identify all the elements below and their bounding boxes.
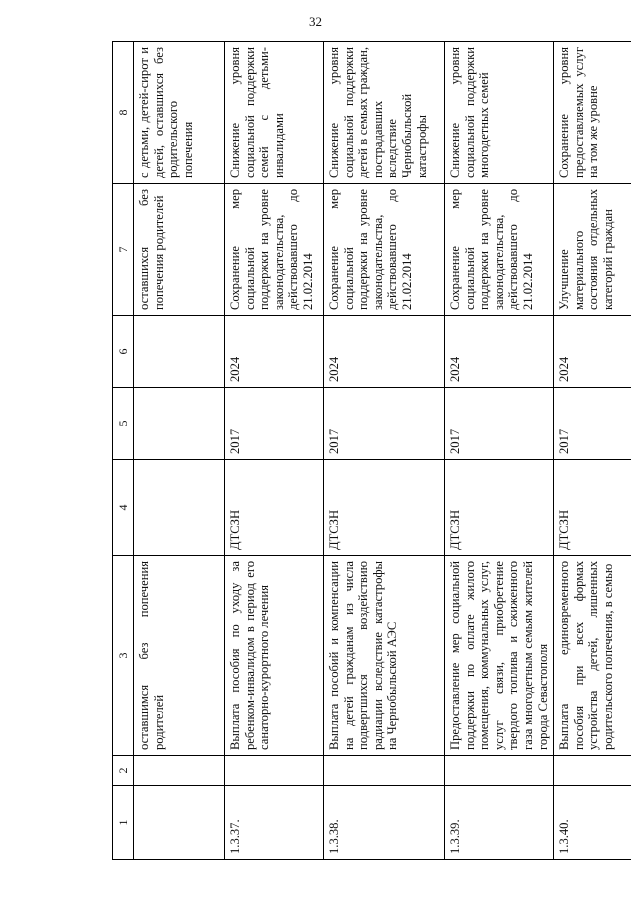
item-number: 1.3.40. [554,786,631,860]
rotated-table-frame [112,42,617,860]
goal-indicator: Снижение уровня социальной поддержки семей с детьми-инвалидами [225,42,324,184]
empty-cell [324,756,445,786]
goal-indicator: Снижение уровня социальной поддержки многодетных семей [445,42,554,184]
empty-cell [445,756,554,786]
end-year: 2024 [225,316,324,388]
rotated-table-area [112,42,617,860]
measure-name: Выплата единовременного пособия при всех формах устройства детей, лишенных родительского попечения, в семью [554,556,631,756]
executor: ДТСЗН [554,460,631,556]
start-year [134,388,225,460]
column-number-row [113,42,134,860]
column-number: 4 [113,460,134,556]
goal-indicator: с детьми, детей-сирот и детей, оставшихся без родительского попечения [134,42,225,184]
start-year: 2017 [445,388,554,460]
measure-name: Предоставление мер социальной поддержки по оплате жилого помещения, коммунальных услуг, услуг связи, приобретение твердого топлива и сжиженного газа многодетным семьям жителей города Севастополя [445,556,554,756]
item-number: 1.3.38. [324,786,445,860]
table-row [134,42,225,860]
executor: ДТСЗН [324,460,445,556]
measure-name: Выплата пособия по уходу за ребенком-инвалидом в период его санаторно-курортного лечения [225,556,324,756]
expected-result: Сохранение мер социальной поддержки на уровне законодательства, действовавшего до 21.02.2014 [445,184,554,316]
measures-table [112,41,631,860]
item-number: 1.3.39. [445,786,554,860]
empty-cell [134,756,225,786]
column-number: 7 [113,184,134,316]
end-year: 2024 [554,316,631,388]
table-row [554,42,631,860]
expected-result: Сохранение мер социальной поддержки на уровне законодательства, действовавшего до 21.02.2014 [324,184,445,316]
page-number: 32 [309,14,322,29]
start-year: 2017 [225,388,324,460]
end-year: 2024 [445,316,554,388]
expected-result: оставшихся без попечения родителей [134,184,225,316]
empty-cell [225,756,324,786]
table-row [324,42,445,860]
empty-cell [554,756,631,786]
column-number: 2 [113,756,134,786]
table-row [225,42,324,860]
end-year: 2024 [324,316,445,388]
start-year: 2017 [324,388,445,460]
goal-indicator: Сохранение уровня предоставляемых услуг на том же уровне [554,42,631,184]
executor: ДТСЗН [225,460,324,556]
item-number [134,786,225,860]
start-year: 2017 [554,388,631,460]
end-year [134,316,225,388]
executor [134,460,225,556]
executor: ДТСЗН [445,460,554,556]
measure-name: оставшимся без попечения родителей [134,556,225,756]
column-number: 8 [113,42,134,184]
column-number: 6 [113,316,134,388]
goal-indicator: Снижение уровня социальной поддержки детей в семьях граждан, пострадавших вследствие Чернобыльской катастрофы [324,42,445,184]
expected-result: Улучшение материального состояния отдельных категорий граждан [554,184,631,316]
expected-result: Сохранение мер социальной поддержки на уровне законодательства, действовавшего до 21.02.2014 [225,184,324,316]
column-number: 3 [113,556,134,756]
column-number: 5 [113,388,134,460]
column-number: 1 [113,786,134,860]
measure-name: Выплата пособий и компенсации на детей гражданам из числа подвергшихся воздействию радиации вследствие катастрофы на Чернобыльской АЭС [324,556,445,756]
table-row [445,42,554,860]
item-number: 1.3.37. [225,786,324,860]
